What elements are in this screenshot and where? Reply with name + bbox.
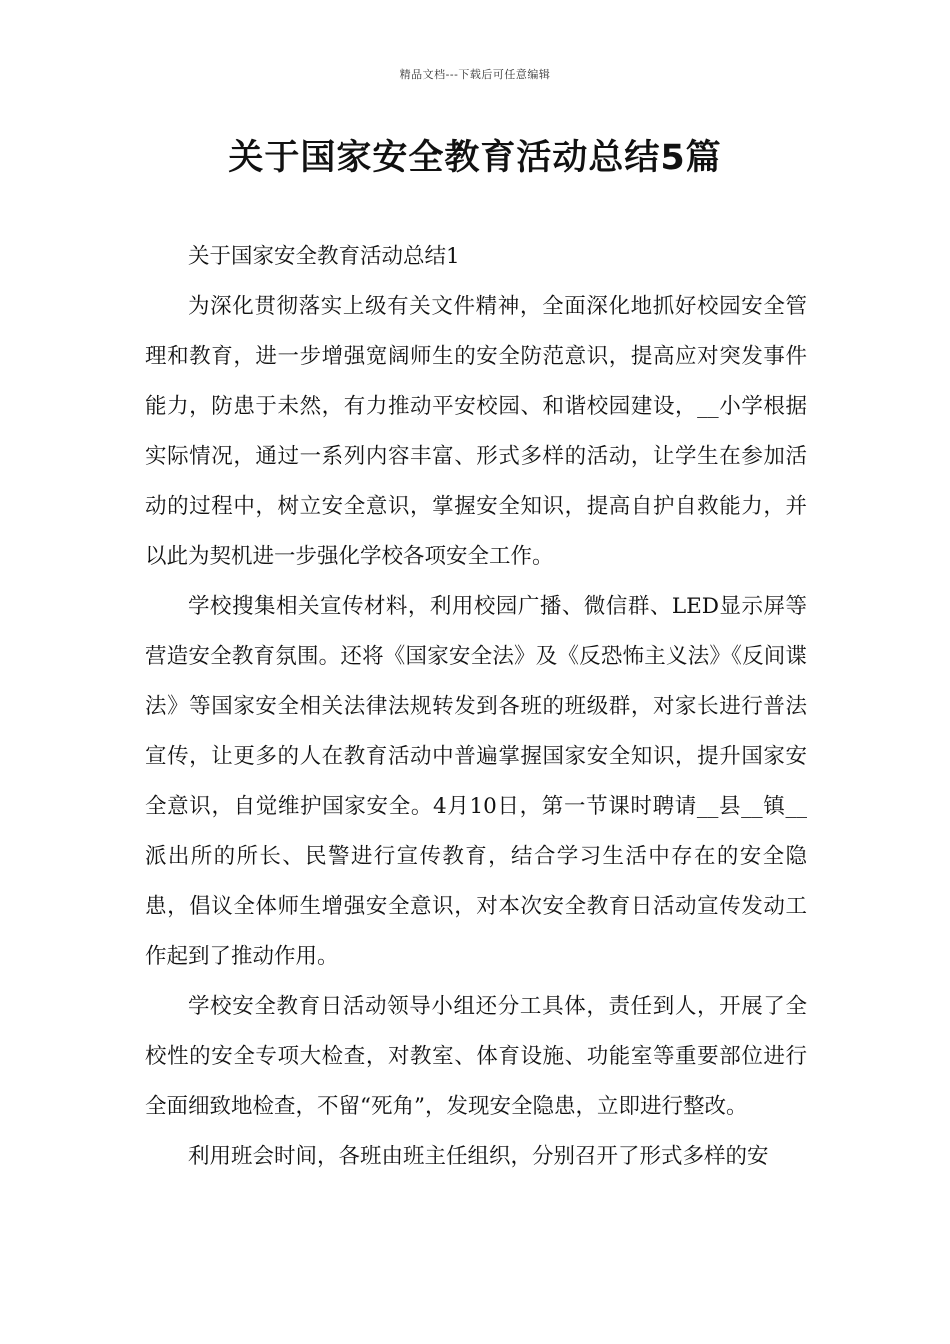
paragraph-3: 学校安全教育日活动领导小组还分工具体，责任到人，开展了全校性的安全专项大检查，对教室、体育设施、功能室等重要部位进行全面细致地检查，不留“死角”，发现安全隐患，立即进行整改。 — [145, 994, 807, 1119]
section-heading: 关于国家安全教育活动总结1 — [188, 244, 460, 269]
header-note: 精品文档---下载后可任意编辑 — [399, 68, 551, 81]
paragraph-4: 利用班会时间，各班由班主任组织，分别召开了形式多样的安 — [188, 1144, 769, 1169]
paragraph-2: 学校搜集相关宣传材料，利用校园广播、微信群、LED显示屏等营造安全教育氛围。还将《国家安全法》及《反恐怖主义法》《反间谍法》等国家安全相关法律法规转发到各班的班级群，对家长进行普法宣传，让更多的人在教育活动中普遍掌握国家安全知识，提升国家安全意识，自觉维护国家安全。4月10日，第一节课时聘请__县__镇__派出所的所长、民警进行宣传教育，结合学习生活中存在的安全隐患，倡议全体师生增强安全意识，对本次安全教育日活动宣传发动工作起到了推动作用。 — [145, 594, 807, 969]
document-title: 关于国家安全教育活动总结5篇 — [228, 138, 722, 178]
document-body — [145, 232, 807, 1182]
paragraph-1: 为深化贯彻落实上级有关文件精神，全面深化地抓好校园安全管理和教育，进一步增强宽阔师生的安全防范意识，提高应对突发事件能力，防患于未然，有力推动平安校园、和谐校园建设，__小学根据实际情况，通过一系列内容丰富、形式多样的活动，让学生在参加活动的过程中，树立安全意识，掌握安全知识，提高自护自救能力，并以此为契机进一步强化学校各项安全工作。 — [145, 294, 807, 569]
